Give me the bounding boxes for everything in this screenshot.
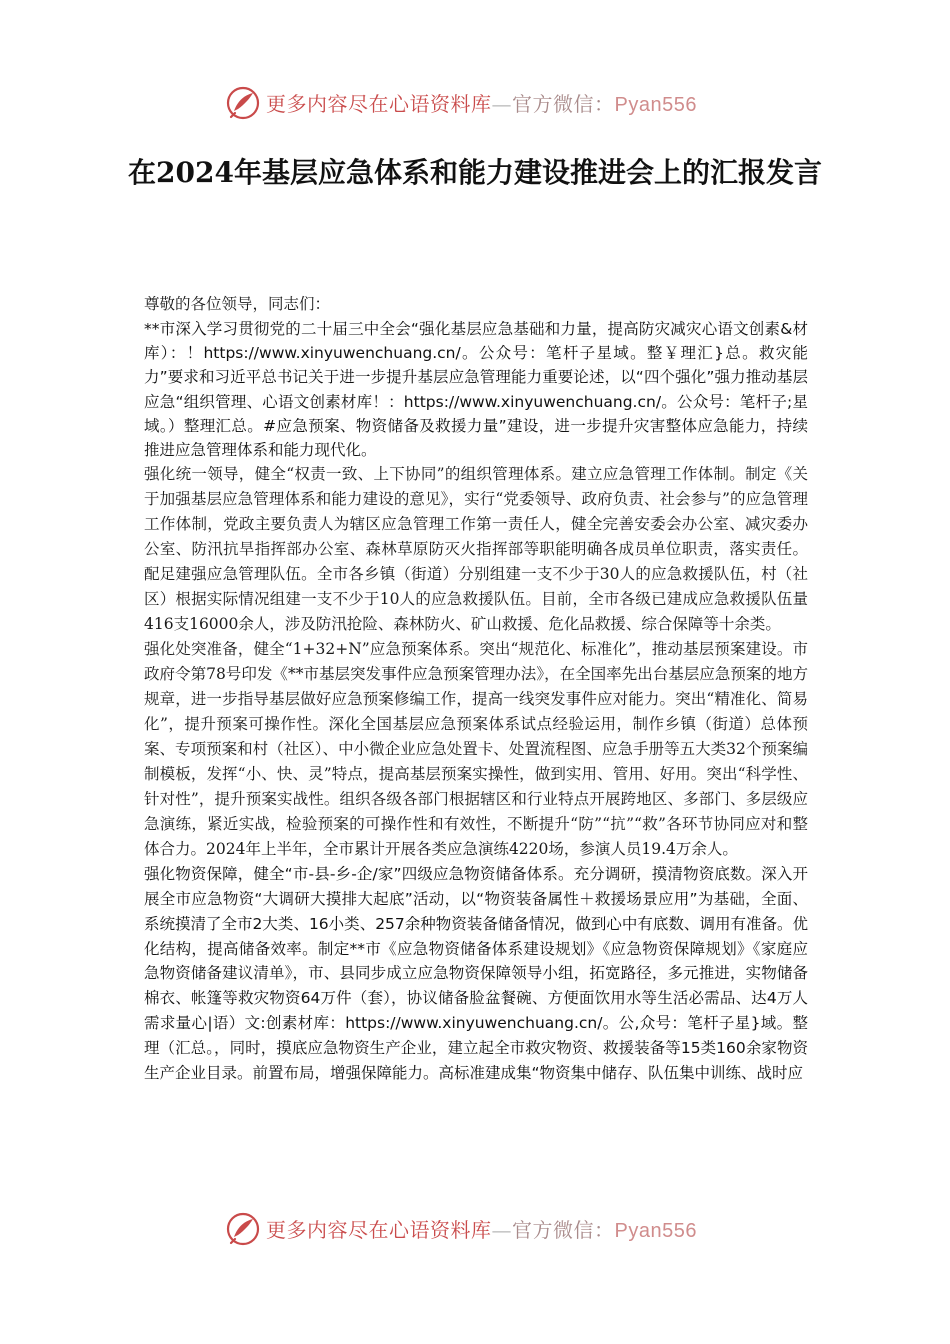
banner-main-text: 更多内容尽在心语资料库 [266, 1218, 492, 1242]
paragraph-3: 强化处突准备，健全“1+32+N”应急预案体系。突出“规范化、标准化”，推动基层预案建设。市政府令第78号印发《**市基层突发事件应急预案管理办法》，在全国率先出台基层应急预案的地方规章，进一步指导基层做好应急预案修编工作，提高一线突发事件应对能力。突出“精准化、简易化”，提升预案可操作性。深化全国基层应急预案体系试点经验运用，制作乡镇（街道）总体预案、专项预案和村（社区）、中小微企业应急处置卡、处置流程图、应急手册等五大类32个预案编制模板，发挥“小、快、灵”特点，提高基层预案实操性，做到实用、管用、好用。突出“科学性、针对性”，提升预案实战性。组织各级各部门根据辖区和行业特点开展跨地区、多部门、多层级应急演练，紧近实战，检验预案的可操作性和有效性，不断提升“防”“抗”“救”各环节协同应对和整体合力。2024年上半年，全市累计开展各类应急演练4220场，参演人员19.4万余人。 [144, 640, 808, 859]
footer-banner [0, 1208, 950, 1248]
banner-main-text: 更多内容尽在心语资料库 [266, 92, 492, 116]
paragraph-1: **市深入学习贯彻党的二十届三中全会“强化基层应急基础和力量，提高防灾减灾心语文创素&材库）：！https://www.xinyuwenchuang.cn/。公众号：笔杆子星域。整￥理汇}总。救灾能力”要求和习近平总书记关于进一步提升基层应急管理能力重要论述，以“四个强化”强力推动基层应急“组织管理、心语文创素材库！：https://www.xinyuwenchuang.cn/。公众号：笔杆子;星域。）整理汇总。#应急预案、物资储备及救援力量”建设，进一步提升灾害整体应急能力，持续推进应急管理体系和能力现代化。 [144, 320, 808, 460]
banner-label: 官方微信： [512, 92, 615, 116]
banner-wechat-id: Pyan556 [614, 1220, 697, 1242]
banner-wechat-id: Pyan556 [614, 94, 697, 116]
paragraph-2: 强化统一领导，健全“权责一致、上下协同”的组织管理体系。建立应急管理工作体制。制定《关于加强基层应急管理体系和能力建设的意见》，实行“党委领导、政府负责、社会参与”的应急管理工作体制，党政主要负责人为辖区应急管理工作第一责任人，健全完善安委会办公室、减灾委办公室、防汛抗旱指挥部办公室、森林草原防灭火指挥部等职能明确各成员单位职责，落实责任。配足建强应急管理队伍。全市各乡镇（街道）分别组建一支不少于30人的应急救援队伍，村（社区）根据实际情况组建一支不少于10人的应急救援队伍。目前，全市各级已建成应急救援队伍量416支16000余人，涉及防汛抢险、森林防火、矿山救援、危化品救援、综合保障等十余类。 [144, 465, 808, 634]
document-body [144, 292, 808, 1085]
greeting: 尊敬的各位领导，同志们： [144, 295, 331, 313]
header-banner [0, 82, 950, 122]
document-title: 在2024年基层应急体系和能力建设推进会上的汇报发言 [128, 156, 822, 189]
banner-label: 官方微信： [512, 1218, 615, 1242]
banner-text [266, 1214, 697, 1243]
banner-text [266, 88, 697, 117]
banner-separator: — [491, 92, 512, 116]
library-logo-icon [226, 86, 260, 120]
banner-separator: — [491, 1218, 512, 1242]
paragraph-4: 强化物资保障，健全“市-县-乡-企/家”四级应急物资储备体系。充分调研，摸清物资底数。深入开展全市应急物资“大调研大摸排大起底”活动，以“物资装备属性＋救援场景应用”为基础，全面、系统摸清了全市2大类、16小类、257余种物资装备储备情况，做到心中有底数、调用有准备。优化结构，提高储备效率。制定**市《应急物资储备体系建设规划》《应急物资保障规划》《家庭应急物资储备建议清单》，市、县同步成立应急物资保障领导小组，拓宽路径，多元推进，实物储备棉衣、帐篷等救灾物资64万件（套），协议储备脸盆餐碗、方便面饮用水等生活必需品、达4万人需求量心|语）文:创素材库：https://www.xinyuwenchuang.cn/。公,众号：笔杆子星}域。整理（汇总。，同时，摸底应急物资生产企业，建立起全市救灾物资、救援装备等15类160余家物资生产企业目录。前置布局，增强保障能力。高标准建成集“物资集中储存、队伍集中训练、战时应 [144, 865, 808, 1082]
library-logo-icon [226, 1212, 260, 1246]
